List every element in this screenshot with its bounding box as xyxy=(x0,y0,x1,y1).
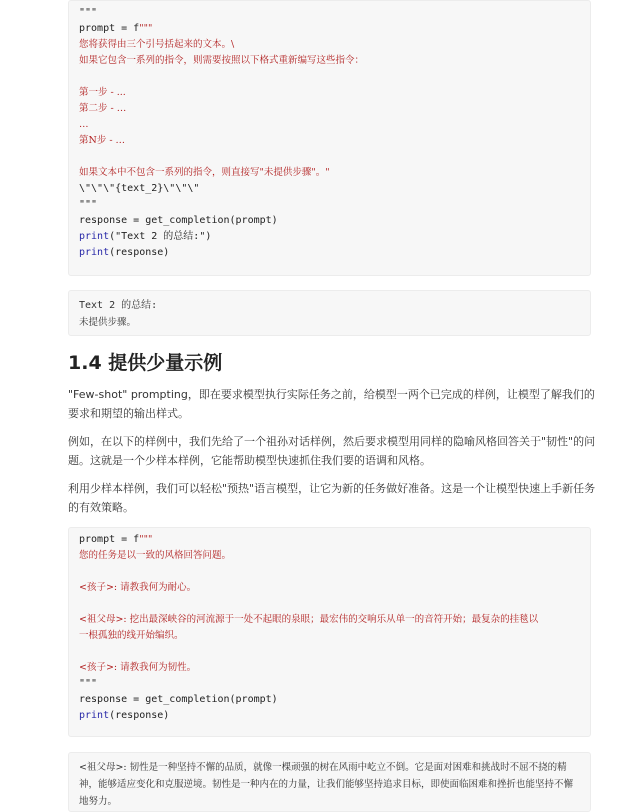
output-text: <祖父母>: 韧性是一种坚持不懈的品质，就像一棵顽强的树在风雨中屹立不倒。它是面对困难和挑战时不屈不挠的精神，能够适应变化和克服逆境。韧性是一种内在的力量，让我们能够坚持追求目标，即使面临困难和挫折也能坚持不懈地努力。 xyxy=(79,762,574,807)
paragraph-warmup-strategy: 利用少样本样例，我们可以轻松"预热"语言模型，让它为新的任务做好准备。这是一个让模型快速上手新任务的有效策略。 xyxy=(68,482,596,514)
code-line xyxy=(79,564,580,580)
code-line: 第N步 - … xyxy=(79,135,126,146)
code-line: 您将获得由三个引号括起来的文本。\ xyxy=(79,39,235,50)
code-line: 如果它包含一系列的指令，则需要按照以下格式重新编写这些指令： xyxy=(79,55,365,66)
code-token: ("Text 2 的总结:") xyxy=(109,231,212,242)
code-line: 您的任务是以一致的风格回答问题。 xyxy=(79,550,232,561)
code-line: <孩子>: 请教我何为韧性。 xyxy=(79,662,197,673)
code-line: <祖父母>: 挖出最深峡谷的河流源于一处不起眼的泉眼；最宏伟的交响乐从单一的音符开始；最复杂的挂毯以 xyxy=(79,614,539,625)
code-block-2 xyxy=(68,527,591,737)
output-block-1 xyxy=(68,290,591,336)
code-line: response = get_completion(prompt) xyxy=(79,215,278,226)
code-line: <孩子>: 请教我何为耐心。 xyxy=(79,582,197,593)
code-line: 如果文本中不包含一系列的指令，则直接写"未提供步骤"。" xyxy=(79,167,330,178)
code-line: \"\"\"{text_2}\"\"\" xyxy=(79,183,200,194)
code-string: """ xyxy=(139,23,153,34)
code-line: 第一步 - ... xyxy=(79,87,126,98)
paragraph-few-shot-intro: "Few-shot" prompting，即在要求模型执行实际任务之前，给模型一两个已完成的样例，让模型了解我们的要求和期望的输出样式。 xyxy=(68,388,595,420)
section-heading: 1.4 提供少量示例 xyxy=(68,352,223,374)
code-line: """ xyxy=(79,678,98,689)
code-line xyxy=(79,644,580,660)
code-keyword: print xyxy=(79,231,110,242)
code-line xyxy=(79,149,580,165)
code-token: prompt = f xyxy=(79,534,140,545)
code-keyword: print xyxy=(79,710,110,721)
code-string: """ xyxy=(139,534,153,545)
code-line xyxy=(79,245,580,261)
code-keyword: print xyxy=(79,247,110,258)
code-line: 一根孤独的线开始编织。 xyxy=(79,630,184,641)
code-block-1 xyxy=(68,0,591,276)
output-line: Text 2 的总结: xyxy=(79,300,158,311)
code-line: … xyxy=(79,119,89,130)
code-line: response = get_completion(prompt) xyxy=(79,694,278,705)
code-token: (response) xyxy=(109,247,170,258)
code-line xyxy=(79,708,580,724)
code-line: """ xyxy=(79,199,98,210)
output-line: 未提供步骤。 xyxy=(79,317,137,328)
output-block-2 xyxy=(68,752,591,812)
paragraph-example-description: 例如，在以下的样例中，我们先给了一个祖孙对话样例，然后要求模型用同样的隐喻风格回答关于"韧性"的问题。这就是一个少样本样例，它能帮助模型快速抓住我们要的语调和风格。 xyxy=(68,435,596,467)
code-line xyxy=(79,596,580,612)
code-line xyxy=(79,69,580,85)
code-line xyxy=(79,229,580,245)
code-line: 第二步 - … xyxy=(79,103,127,114)
code-token: (response) xyxy=(109,710,170,721)
code-line xyxy=(79,21,580,37)
code-token: prompt = f xyxy=(79,23,140,34)
code-line: """ xyxy=(79,7,98,18)
code-line xyxy=(79,532,580,548)
